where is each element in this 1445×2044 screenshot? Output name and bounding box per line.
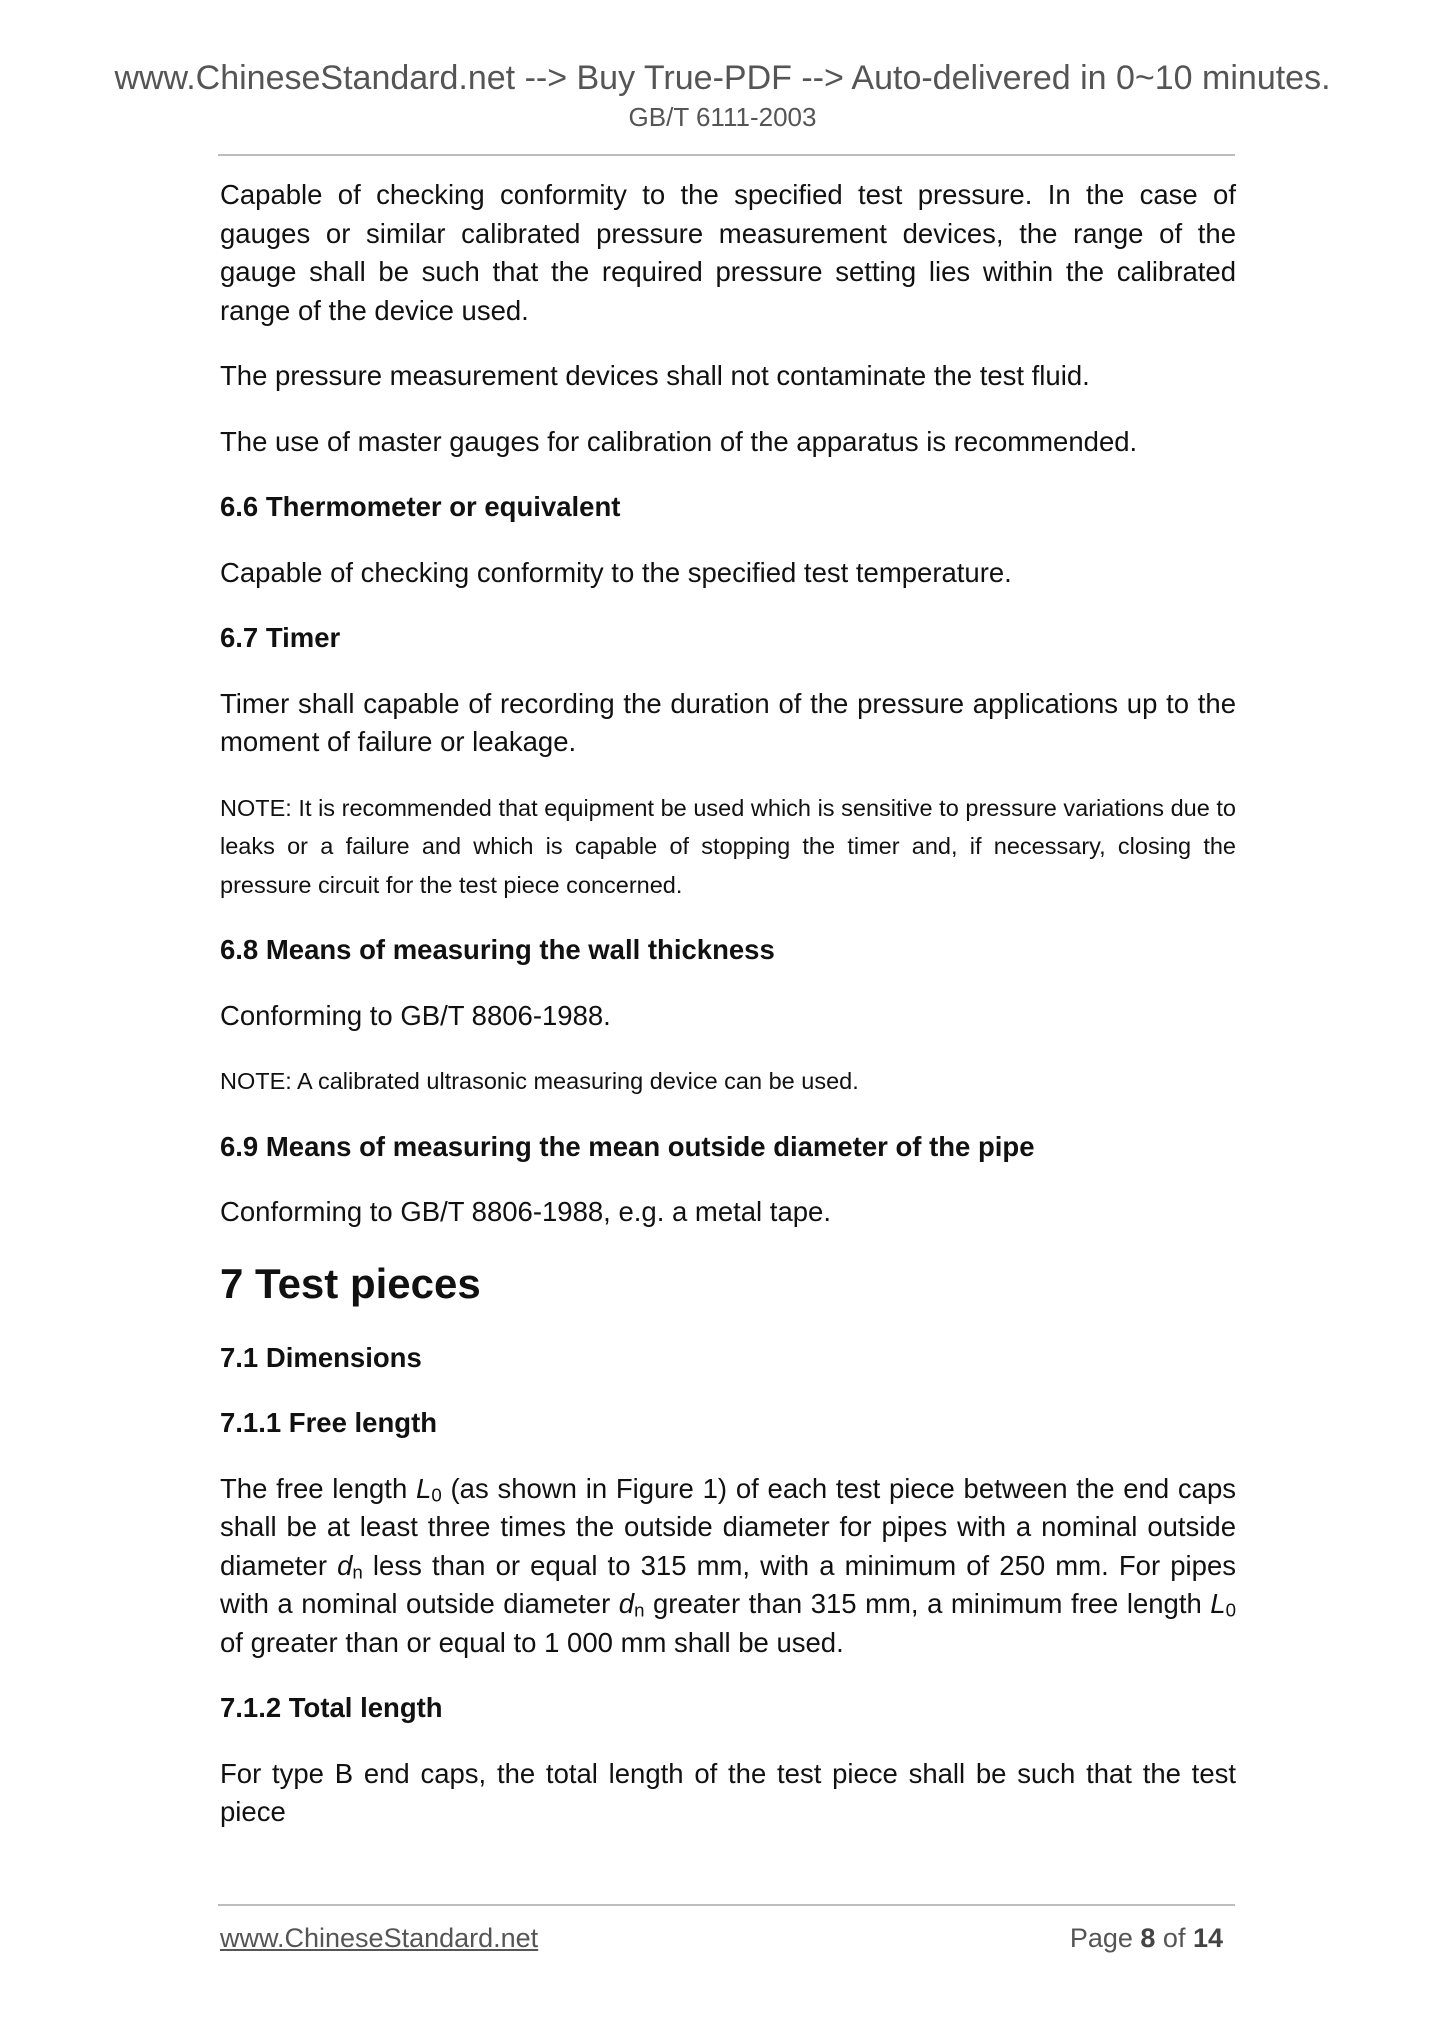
footer-website-link[interactable]: www.ChineseStandard.net [220, 1923, 539, 1953]
header-title: www.ChineseStandard.net --> Buy True-PDF --> Auto-delivered in 0~10 minutes. [114, 59, 1331, 97]
document-body [220, 176, 1236, 1832]
paragraph-6-7: Timer shall capable of recording the duration of the pressure applications up to the moment of failure or leakage. [220, 687, 1236, 757]
paragraph-7-1-2: For type B end caps, the total length of the test piece shall be such that the test piece [220, 1757, 1236, 1827]
standard-number: GB/T 6111-2003 [628, 102, 817, 132]
heading-6-9: 6.9 Means of measuring the mean outside diameter of the pipe [220, 1130, 1035, 1162]
note-6-7: NOTE: It is recommended that equipment be used which is sensitive to pressure variations due to leaks or a failure and which is capable of stopping the timer and, if necessary, closing the pressure circuit for the test piece concerned. [220, 794, 1236, 898]
paragraph-7-1-1: The free length $L_0$ (as shown in Figure 1) of each test piece between the end caps shall be at least three times the outside diameter for pipes with a nominal outside diameter $d_n$ less than or equal to 315 mm, with a minimum of 250 mm. For pipes with a nominal outside diameter $d_n$ greater than 315 mm, a minimum free length $L_0$ of greater than or equal to 1 000 mm shall be used. [220, 1472, 1236, 1658]
paragraph-contamination: The pressure measurement devices shall not contaminate the test fluid. [220, 360, 1090, 391]
current-page-number: 8 [1140, 1923, 1156, 1953]
total-page-count: 14 [1192, 1923, 1223, 1953]
heading-7-1-1: 7.1.1 Free length [220, 1407, 438, 1438]
paragraph-pressure-range: Capable of checking conformity to the specified test pressure. In the case of gauges or similar calibrated pressure measurement devices, the range of the gauge shall be such that the required pressure setting lies within the calibrated range of the device used. [220, 179, 1236, 326]
footer-divider [218, 1904, 1235, 1906]
page-indicator: Page 8 of 14 [1069, 1923, 1223, 1953]
heading-7: 7 Test pieces [220, 1259, 481, 1307]
heading-6-8: 6.8 Means of measuring the wall thickness [220, 934, 775, 965]
heading-6-7: 6.7 Timer [220, 622, 341, 653]
paragraph-6-6: Capable of checking conformity to the specified test temperature. [220, 556, 1012, 588]
header-divider [218, 154, 1235, 156]
heading-7-1-2: 7.1.2 Total length [220, 1692, 443, 1723]
heading-6-6: 6.6 Thermometer or equivalent [220, 491, 621, 522]
paragraph-6-8: Conforming to GB/T 8806-1988. [220, 999, 611, 1031]
paragraph-6-9: Conforming to GB/T 8806-1988, e.g. a metal tape. [220, 1196, 831, 1227]
note-6-8: NOTE: A calibrated ultrasonic measuring device can be used. [220, 1068, 859, 1094]
heading-7-1: 7.1 Dimensions [220, 1341, 422, 1373]
paragraph-master-gauges: The use of master gauges for calibration of the apparatus is recommended. [220, 425, 1138, 457]
